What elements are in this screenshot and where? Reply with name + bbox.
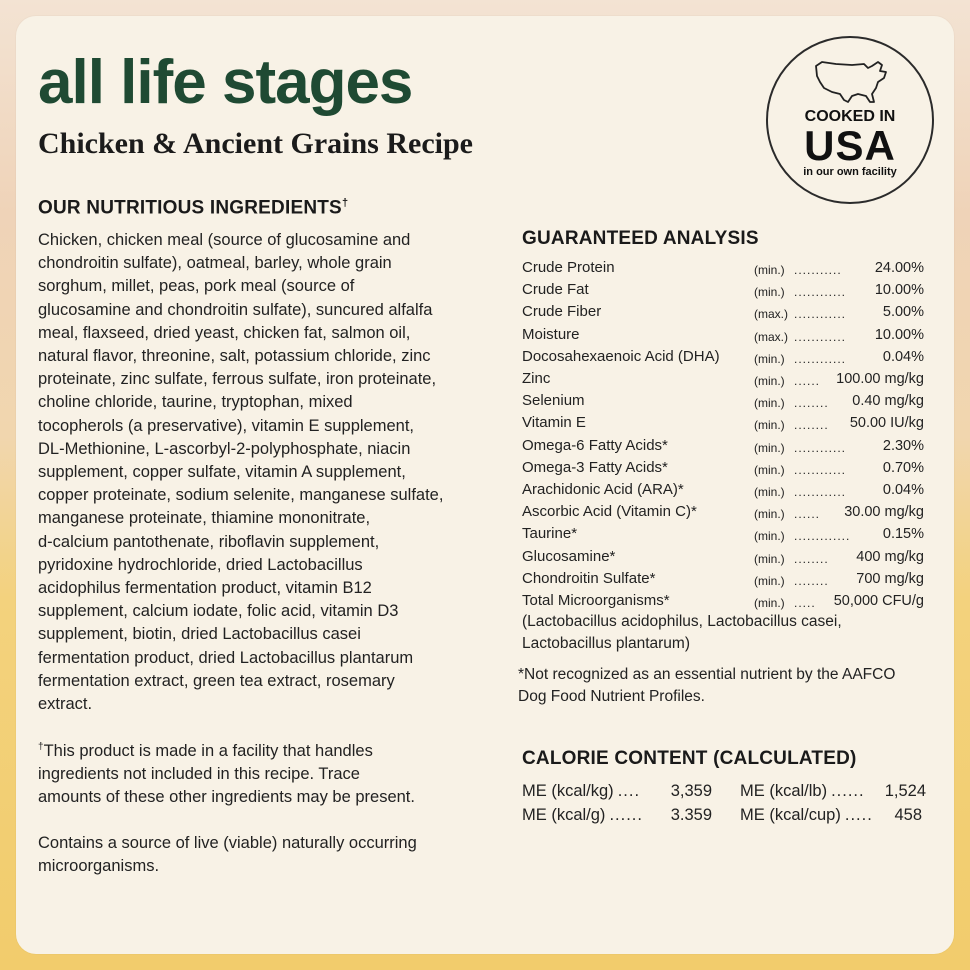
calorie-item bbox=[740, 804, 922, 827]
calorie-value: 1,524 bbox=[884, 782, 926, 800]
ingredients-line: chondroitin sulfate), oatmeal, barley, whole grain bbox=[38, 254, 392, 273]
leader-dots: ...... bbox=[831, 782, 865, 800]
facility-note-line bbox=[38, 786, 508, 809]
guaranteed-analysis-title: GUARANTEED ANALYSIS bbox=[522, 228, 759, 249]
leader-dots: ........ bbox=[794, 418, 829, 433]
nutrient-qualifier: (min.) bbox=[754, 396, 785, 411]
calorie-value: 458 bbox=[894, 806, 922, 824]
calorie-content-title: CALORIE CONTENT (CALCULATED) bbox=[522, 748, 857, 769]
calorie-item bbox=[522, 780, 712, 803]
ingredients-line: proteinate, zinc sulfate, ferrous sulfate, iron proteinate, bbox=[38, 370, 437, 389]
nutrient-name: Taurine* bbox=[522, 525, 578, 543]
nutrient-value: 5.00% bbox=[882, 304, 924, 321]
calorie-value: 3,359 bbox=[670, 782, 712, 800]
nutrient-qualifier: (min.) bbox=[754, 440, 785, 455]
nutrient-name: Omega-6 Fatty Acids* bbox=[522, 436, 668, 454]
live-note-line: Contains a source of live (viable) naturally occurring bbox=[38, 834, 417, 852]
leader-dots: ........ bbox=[794, 573, 829, 588]
leader-dots: ............ bbox=[794, 485, 847, 499]
analysis-row bbox=[522, 523, 928, 545]
facility-note-line bbox=[38, 740, 508, 763]
nutrient-name: Docosahexaenoic Acid (DHA) bbox=[522, 347, 720, 365]
ingredients-line: DL-Methionine, L-ascorbyl-2-polyphosphate, niacin bbox=[38, 439, 411, 458]
analysis-row bbox=[522, 301, 928, 323]
ingredients-line: copper proteinate, sodium selenite, manganese sulfate, bbox=[38, 486, 444, 505]
ingredients-title-mark: † bbox=[341, 197, 349, 209]
leader-dots: ............ bbox=[794, 462, 847, 477]
leader-dots: ............ bbox=[794, 307, 847, 322]
nutrient-value: 0.40 mg/kg bbox=[852, 393, 924, 410]
leader-dots: ............ bbox=[794, 440, 847, 455]
ingredients-line: pyridoxine hydrochloride, dried Lactobacillus bbox=[38, 555, 363, 574]
analysis-row bbox=[522, 368, 928, 390]
analysis-row bbox=[522, 257, 928, 279]
nutrient-qualifier: (min.) bbox=[754, 596, 785, 610]
nutrient-qualifier: (max.) bbox=[754, 307, 788, 322]
facility-note-text: amounts of these other ingredients may be present. bbox=[38, 788, 415, 807]
calorie-label: ME (kcal/g) bbox=[522, 806, 606, 824]
ingredients-line: sorghum, millet, peas, pork meal (source of bbox=[38, 277, 355, 296]
facility-note-text: ingredients not included in this recipe. Trace bbox=[38, 765, 360, 784]
facility-note-text: This product is made in a facility that handles bbox=[43, 742, 373, 760]
nutrient-name: Crude Protein bbox=[522, 259, 615, 276]
ingredients-line: supplement, copper sulfate, vitamin A supplement, bbox=[38, 463, 406, 482]
nutrient-value: 0.70% bbox=[882, 459, 924, 476]
leader-dots: ...... bbox=[794, 507, 821, 522]
nutrient-qualifier: (min.) bbox=[754, 418, 785, 433]
calorie-value: 3.359 bbox=[670, 806, 712, 824]
analysis-row bbox=[522, 412, 928, 434]
ingredients-title-text: OUR NUTRITIOUS INGREDIENTS bbox=[38, 197, 342, 219]
ingredients-title bbox=[38, 197, 348, 219]
analysis-row bbox=[522, 501, 928, 523]
footnote-line: Dog Food Nutrient Profiles. bbox=[518, 688, 705, 705]
usa-map-outline-icon bbox=[812, 56, 892, 106]
live-culture-note bbox=[38, 832, 508, 878]
nutrient-qualifier: (min.) bbox=[754, 351, 785, 366]
organisms-list bbox=[522, 611, 942, 655]
nutrient-qualifier: (min.) bbox=[754, 263, 785, 277]
aafco-footnote bbox=[518, 664, 938, 708]
nutrient-name: Selenium bbox=[522, 392, 585, 410]
facility-note-mark: † bbox=[38, 741, 44, 753]
ingredients-line: acidophilus fermentation product, vitamin B12 bbox=[38, 579, 372, 598]
nutrient-name: Ascorbic Acid (Vitamin C)* bbox=[522, 503, 697, 521]
leader-dots: ............ bbox=[794, 351, 847, 366]
nutrient-name: Arachidonic Acid (ARA)* bbox=[522, 481, 684, 498]
calorie-item bbox=[740, 780, 926, 803]
ingredients-line: tocopherols (a preservative), vitamin E supplement, bbox=[38, 416, 415, 435]
nutrient-value: 30.00 mg/kg bbox=[844, 504, 924, 521]
ingredients-line: manganese proteinate, thiamine mononitrate, bbox=[38, 509, 371, 528]
nutrient-qualifier: (min.) bbox=[754, 551, 785, 566]
leader-dots: ........ bbox=[794, 551, 829, 566]
badge-line-3: in our own facility bbox=[803, 166, 897, 178]
nutrient-name: Zinc bbox=[522, 370, 551, 387]
nutrient-qualifier: (min.) bbox=[754, 573, 785, 588]
calorie-label: ME (kcal/cup) bbox=[740, 806, 841, 824]
nutrient-value: 2.30% bbox=[882, 437, 924, 454]
nutrient-qualifier: (min.) bbox=[754, 462, 785, 477]
nutrient-qualifier: (max.) bbox=[754, 329, 788, 344]
nutrient-value: 0.15% bbox=[882, 526, 924, 543]
analysis-row bbox=[522, 590, 928, 612]
leader-dots: ...... bbox=[794, 374, 821, 388]
nutrient-qualifier: (min.) bbox=[754, 485, 785, 499]
analysis-row bbox=[522, 346, 928, 368]
nutrient-value: 50.00 IU/kg bbox=[849, 415, 924, 432]
ingredients-line: natural flavor, threonine, salt, potassium chloride, zinc bbox=[38, 347, 431, 366]
analysis-row bbox=[522, 390, 928, 412]
nutrient-value: 0.04% bbox=[882, 348, 924, 365]
nutrient-value: 400 mg/kg bbox=[856, 548, 924, 565]
leader-dots: ............. bbox=[794, 529, 851, 544]
leader-dots: ..... bbox=[844, 806, 873, 824]
ingredients-line: meal, flaxseed, dried yeast, chicken fat, salmon oil, bbox=[38, 323, 411, 342]
nutrient-value: 700 mg/kg bbox=[856, 570, 924, 587]
nutrient-name: Crude Fiber bbox=[522, 303, 602, 321]
analysis-row bbox=[522, 279, 928, 301]
nutrient-value: 10.00% bbox=[874, 282, 924, 299]
nutrient-value: 50,000 CFU/g bbox=[833, 593, 924, 609]
nutrient-qualifier: (min.) bbox=[754, 529, 785, 544]
live-note-line: microorganisms. bbox=[38, 857, 160, 876]
badge-line-1: COOKED IN bbox=[804, 108, 896, 125]
leader-dots: ........ bbox=[794, 396, 829, 411]
leader-dots: ............ bbox=[794, 285, 847, 300]
nutrient-name: Chondroitin Sulfate* bbox=[522, 569, 656, 587]
footnote-line: *Not recognized as an essential nutrient by the AAFCO bbox=[518, 666, 896, 683]
leader-dots: ..... bbox=[794, 596, 816, 610]
nutrient-qualifier: (min.) bbox=[754, 285, 785, 300]
nutrient-value: 100.00 mg/kg bbox=[836, 371, 924, 387]
nutrient-value: 10.00% bbox=[874, 326, 924, 343]
analysis-row bbox=[522, 568, 928, 590]
analysis-row bbox=[522, 546, 928, 568]
ingredients-line: Chicken, chicken meal (source of glucosamine and bbox=[38, 231, 411, 249]
nutrient-name: Total Microorganisms* bbox=[522, 592, 670, 609]
ingredients-line: supplement, biotin, dried Lactobacillus casei bbox=[38, 625, 361, 644]
nutrient-name: Omega-3 Fatty Acids* bbox=[522, 458, 668, 476]
nutrient-name: Moisture bbox=[522, 325, 580, 343]
nutrient-name: Vitamin E bbox=[522, 414, 586, 432]
calorie-item bbox=[522, 804, 712, 827]
nutrient-qualifier: (min.) bbox=[754, 507, 785, 522]
ingredients-line: fermentation product, dried Lactobacillus plantarum bbox=[38, 648, 414, 667]
ingredients-line: supplement, calcium iodate, folic acid, vitamin D3 bbox=[38, 602, 399, 621]
leader-dots: ...... bbox=[609, 806, 643, 824]
organisms-line: (Lactobacillus acidophilus, Lactobacillus casei, bbox=[522, 613, 842, 630]
calorie-label: ME (kcal/lb) bbox=[740, 782, 828, 800]
nutrient-name: Glucosamine* bbox=[522, 547, 616, 565]
calorie-label: ME (kcal/kg) bbox=[522, 782, 614, 800]
nutrient-value: 0.04% bbox=[882, 482, 924, 498]
ingredients-line: choline chloride, taurine, tryptophan, mixed bbox=[38, 393, 353, 412]
facility-note-line bbox=[38, 763, 508, 786]
recipe-name: Chicken & Ancient Grains Recipe bbox=[38, 127, 473, 160]
ingredients-list bbox=[38, 229, 508, 716]
ingredients-line: d-calcium pantothenate, riboflavin supplement, bbox=[38, 532, 380, 551]
ingredients-line: glucosamine and chondroitin sulfate), suncured alfalfa bbox=[38, 300, 433, 319]
leader-dots: ............ bbox=[794, 329, 847, 344]
facility-note bbox=[38, 740, 508, 810]
analysis-row bbox=[522, 435, 928, 457]
nutrient-name: Crude Fat bbox=[522, 281, 589, 299]
ingredients-line: extract. bbox=[38, 695, 93, 714]
leader-dots: .... bbox=[617, 782, 641, 800]
organisms-line: Lactobacillus plantarum) bbox=[522, 635, 691, 652]
analysis-row bbox=[522, 324, 928, 346]
nutrient-qualifier: (min.) bbox=[754, 374, 785, 388]
badge-line-2: USA bbox=[804, 122, 896, 169]
ingredients-line: fermentation extract, green tea extract, rosemary bbox=[38, 671, 395, 690]
analysis-row bbox=[522, 457, 928, 479]
analysis-row bbox=[522, 479, 928, 501]
page-title: all life stages bbox=[38, 48, 413, 117]
nutrient-value: 24.00% bbox=[874, 260, 924, 276]
cooked-in-usa-badge bbox=[766, 36, 934, 204]
leader-dots: ........... bbox=[794, 263, 842, 277]
